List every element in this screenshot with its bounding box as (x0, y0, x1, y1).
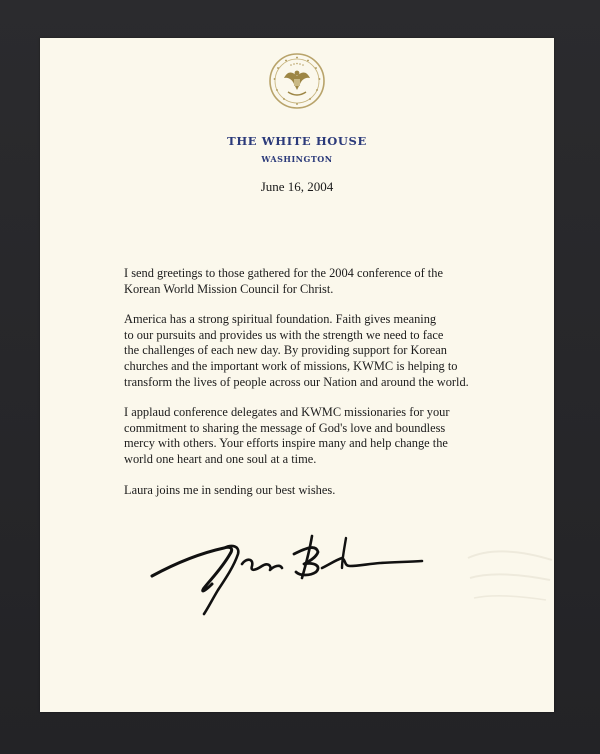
letter-page (40, 38, 554, 712)
letter-date: June 16, 2004 (260, 179, 334, 194)
presidential-seal-icon (268, 52, 326, 110)
paragraph-foundation: America has a strong spiritual foundation. Faith gives meaning to our pursuits and provides us with the strength we need to face the challenges of each new day. By providing support for Korean churches and the important work of missions, KWMC is helping to transform the lives of people across our Nation and around the world. (124, 312, 469, 389)
letter-body (124, 266, 516, 513)
paper-watermark (460, 538, 554, 618)
paragraph-applause: I applaud conference delegates and KWMC missionaries for your commitment to sharing the message of God's love and boundless mercy with others. Your efforts inspire many and help change the world one heart and one soul at a time. (124, 405, 450, 466)
letterhead-title: THE WHITE HOUSE (227, 134, 367, 148)
signature (146, 508, 426, 618)
letterhead-subtitle: WASHINGTON (261, 154, 333, 164)
paragraph-greeting: I send greetings to those gathered for the 2004 conference of the Korean World Mission Council for Christ. (124, 266, 443, 296)
paragraph-closing: Laura joins me in sending our best wishes. (124, 482, 336, 497)
